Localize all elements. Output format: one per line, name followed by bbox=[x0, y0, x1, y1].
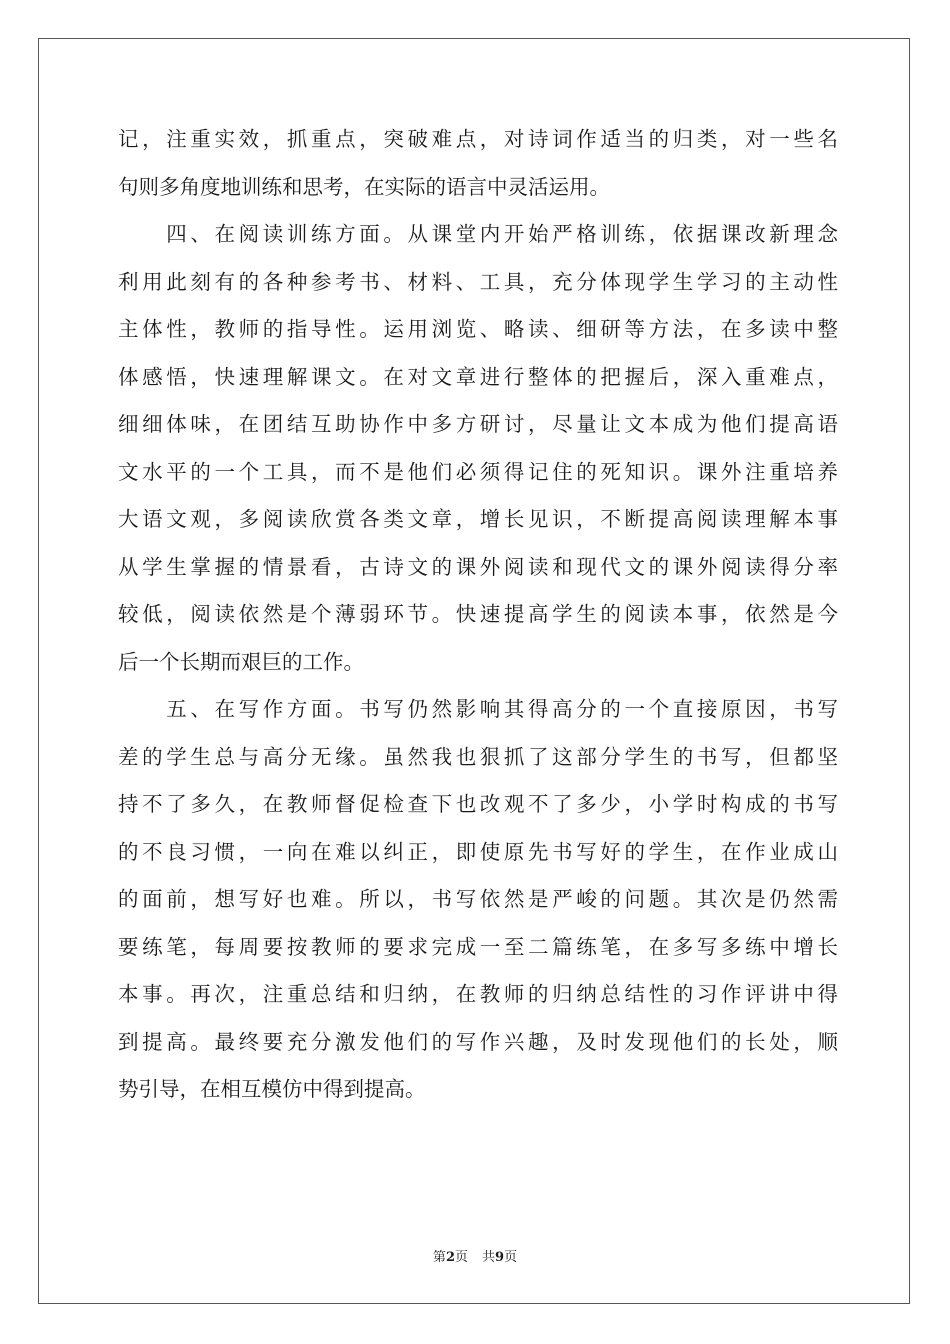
text-line: 大语文观，多阅读欣赏各类文章，增长见识，不断提高阅读理解本事 bbox=[118, 507, 838, 531]
text-line: 句则多角度地训练和思考，在实际的语言中灵活运用。 bbox=[118, 174, 610, 199]
total-suffix: 页 bbox=[504, 1250, 518, 1265]
text-line: 四、在阅读训练方面。从课堂内开始严格训练，依据课改新理念 bbox=[118, 222, 838, 246]
text-line: 势引导，在相互模仿中得到提高。 bbox=[118, 1077, 426, 1101]
total-prefix: 共 bbox=[482, 1250, 496, 1265]
text-line: 的不良习惯，一向在难以纠正，即使原先书写好的学生，在作业成山 bbox=[118, 839, 838, 864]
page-prefix: 第 bbox=[432, 1250, 446, 1265]
body-text bbox=[118, 129, 838, 1127]
text-line: 记，注重实效，抓重点，突破难点，对诗词作适当的归类，对一些名 bbox=[118, 127, 838, 151]
text-line: 本事。再次，注重总结和归纳，在教师的归纳总结性的习作评讲中得 bbox=[118, 982, 838, 1006]
text-line: 文水平的一个工具，而不是他们必须得记住的死知识。课外注重培养 bbox=[118, 459, 838, 484]
text-line: 五、在写作方面。书写仍然影响其得高分的一个直接原因，书写 bbox=[118, 697, 838, 721]
page-footer bbox=[0, 1246, 950, 1265]
page-suffix: 页 bbox=[454, 1250, 468, 1265]
text-line: 体感悟，快速理解课文。在对文章进行整体的把握后，深入重难点， bbox=[118, 364, 838, 389]
text-line: 差的学生总与高分无缘。虽然我也狠抓了这部分学生的书写，但都坚 bbox=[118, 744, 838, 769]
text-line: 后一个长期而艰巨的工作。 bbox=[118, 649, 364, 674]
text-line: 利用此刻有的各种参考书、材料、工具，充分体现学生学习的主动性 bbox=[118, 269, 838, 294]
text-line: 主体性，教师的指导性。运用浏览、略读、细研等方法，在多读中整 bbox=[118, 317, 838, 341]
text-line: 从学生掌握的情景看，古诗文的课外阅读和现代文的课外阅读得分率 bbox=[118, 554, 838, 579]
text-line: 较低，阅读依然是个薄弱环节。快速提高学生的阅读本事，依然是今 bbox=[118, 602, 838, 626]
text-line: 持不了多久，在教师督促检查下也改观不了多少，小学时构成的书写 bbox=[118, 792, 838, 816]
page-current: 2 bbox=[445, 1250, 455, 1265]
text-line: 到提高。最终要充分激发他们的写作兴趣，及时发现他们的长处，顺 bbox=[118, 1029, 838, 1054]
text-line: 的面前，想写好也难。所以，书写依然是严峻的问题。其次是仍然需 bbox=[118, 887, 838, 911]
text-line: 细细体味，在团结互助协作中多方研讨，尽量让文本成为他们提高语 bbox=[118, 412, 838, 436]
page-total: 9 bbox=[495, 1250, 505, 1265]
text-line: 要练笔，每周要按教师的要求完成一至二篇练笔，在多写多练中增长 bbox=[118, 934, 838, 959]
